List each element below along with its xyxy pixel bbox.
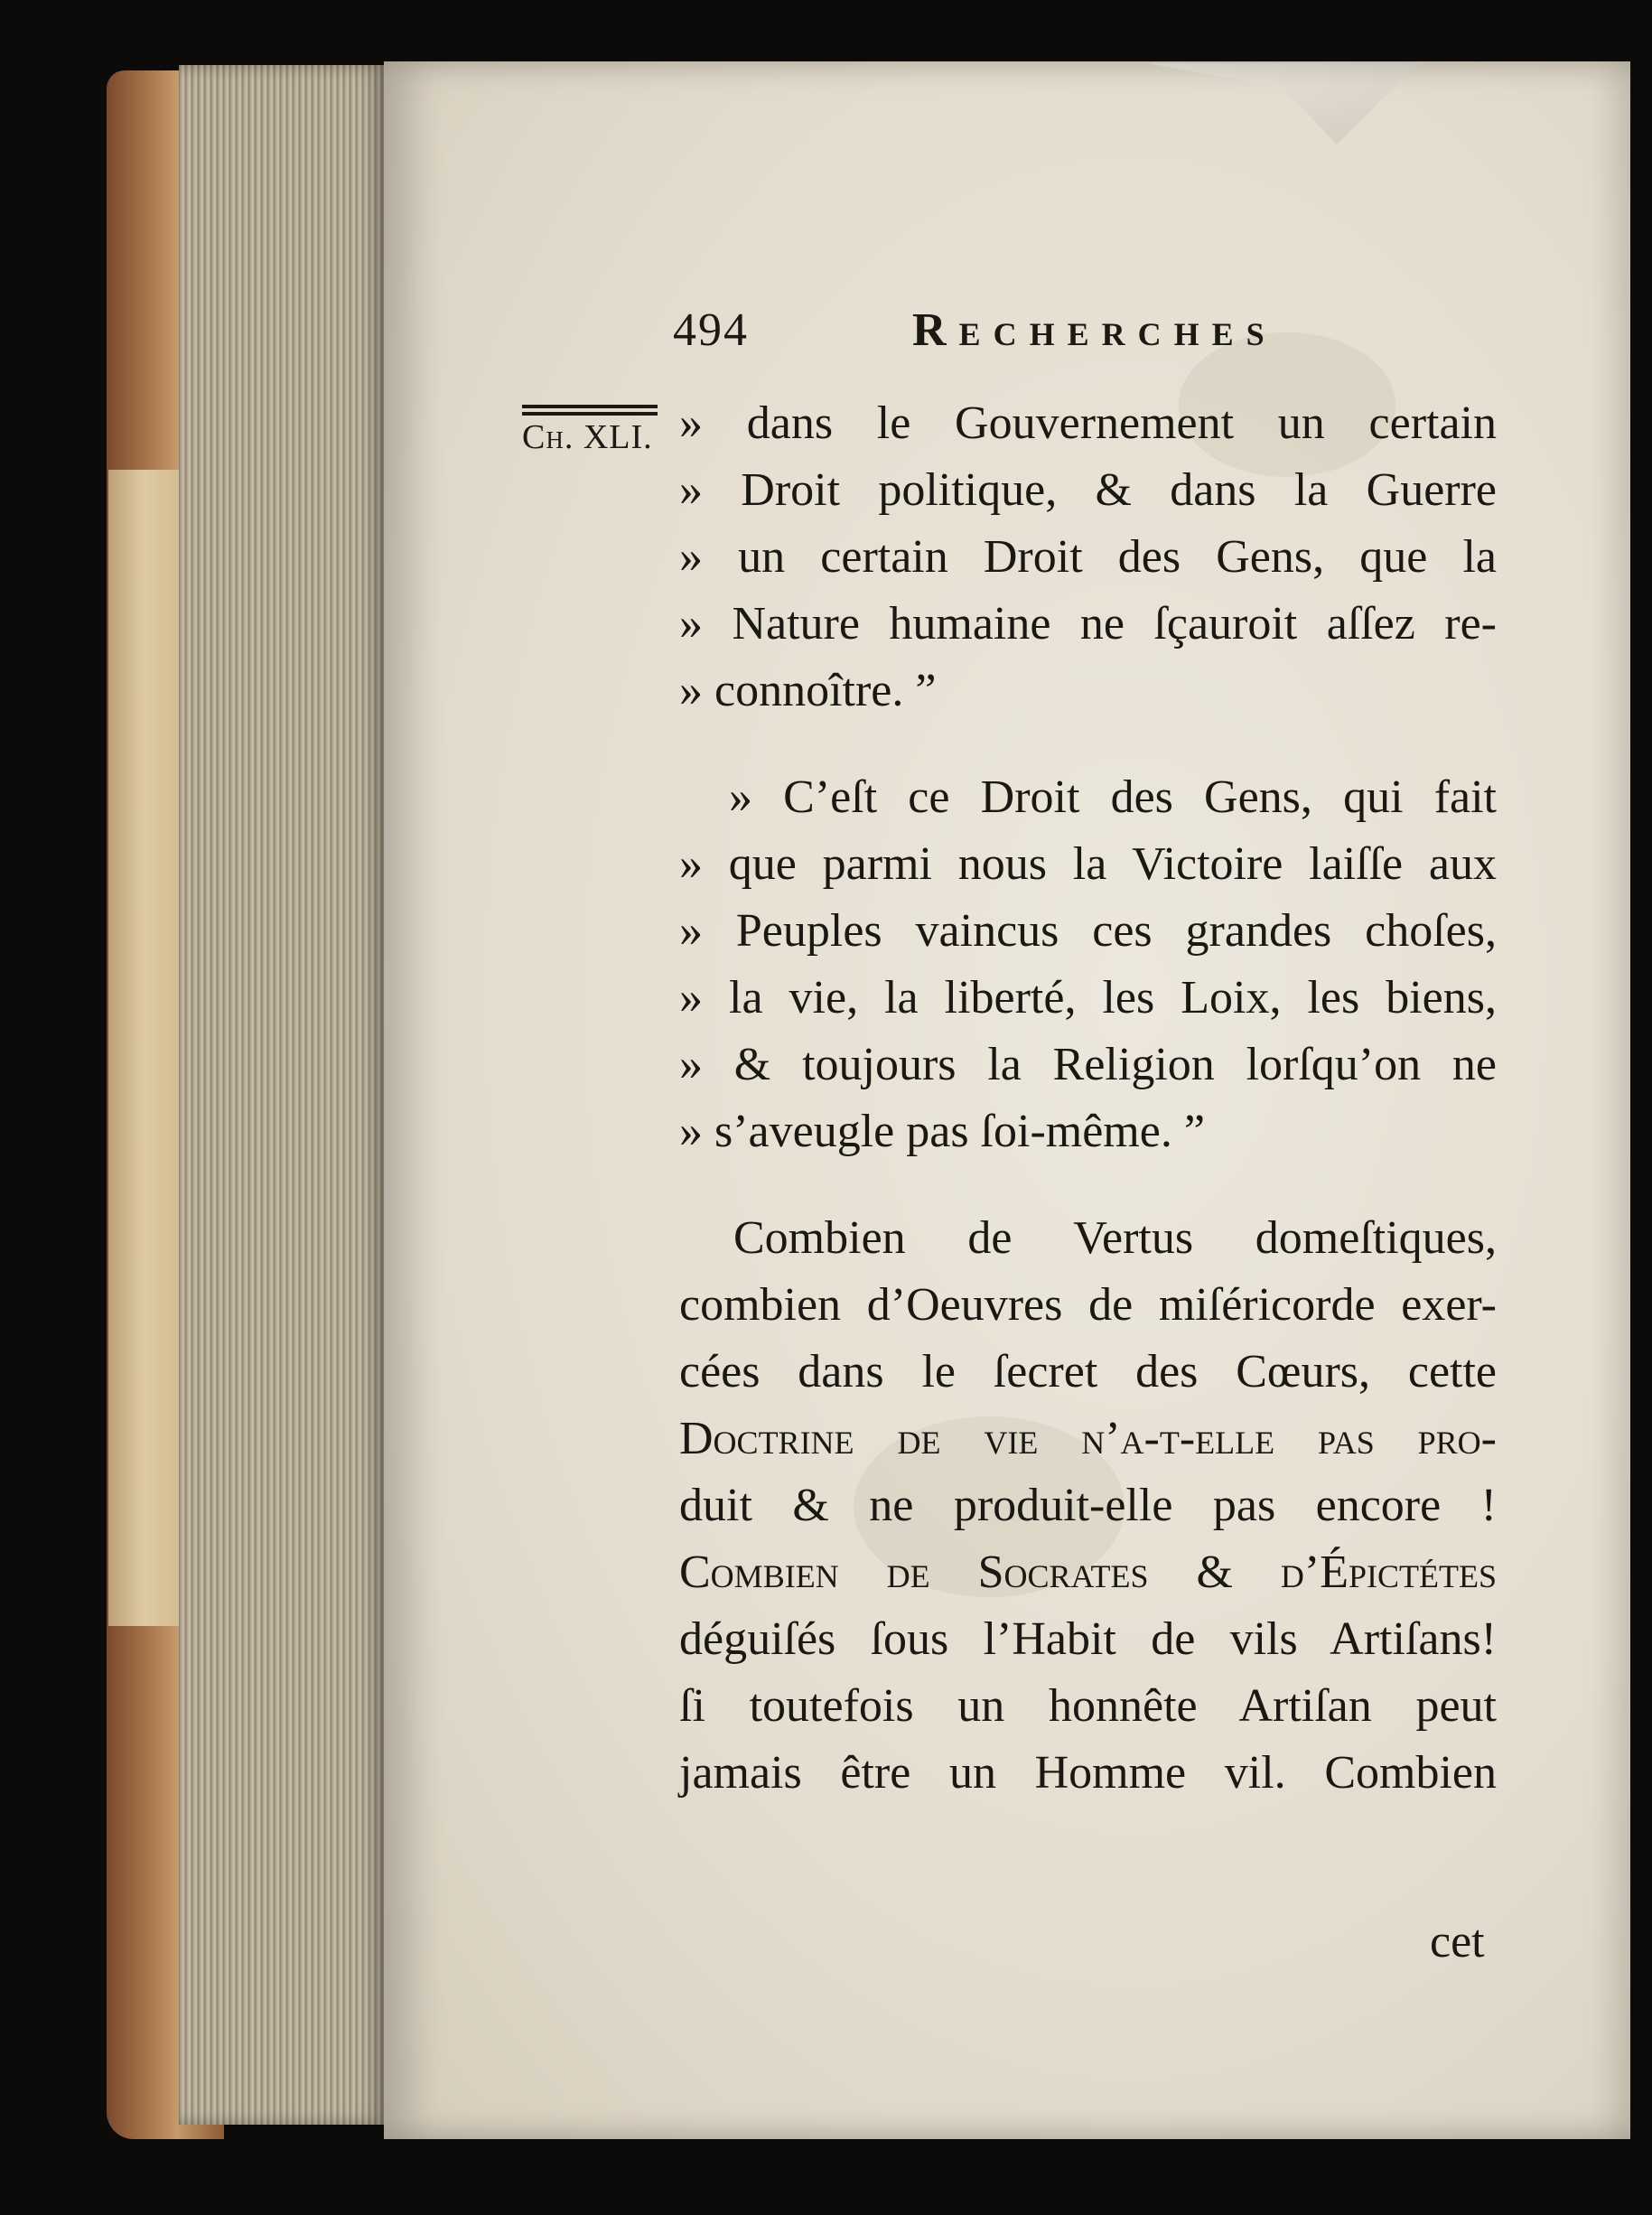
running-title: Recherches <box>912 304 1277 356</box>
text-line: » la vie, la liberté, les Loix, les biens, <box>679 972 1497 1023</box>
rule-line <box>522 405 658 408</box>
paragraph-3 <box>679 1205 1497 1807</box>
rule-line <box>522 412 658 416</box>
page-number: 494 <box>673 304 749 356</box>
paragraph-2 <box>679 764 1497 1165</box>
text-line: » connoître. ” <box>679 665 937 716</box>
text-line: duit & ne produit-elle pas encore ! <box>679 1480 1497 1531</box>
text-line: » & toujours la Religion lorſqu’on ne <box>679 1039 1497 1090</box>
text-line: » que parmi nous la Victoire laiſſe aux <box>679 838 1497 890</box>
text-line: » un certain Droit des Gens, que la <box>679 531 1497 583</box>
text-line: Combien de Socrates & d’Épictétes <box>679 1547 1497 1598</box>
paragraph-1 <box>679 390 1497 724</box>
catchword: cet <box>1430 1916 1485 1967</box>
text-line: » Nature humaine ne ſçauroit aſſez re- <box>679 598 1497 650</box>
text-line: jamais être un Homme vil. Combien <box>679 1747 1497 1799</box>
text-line: déguiſés ſous l’Habit de vils Artiſans! <box>679 1613 1497 1665</box>
text-line: Doctrine de vie n’a-t-elle pas pro- <box>679 1413 1497 1464</box>
text-line: Combien de Vertus domeſtiques, <box>733 1212 1497 1264</box>
running-head <box>673 304 1486 367</box>
text-line: combien d’Oeuvres de miſéricorde exer- <box>679 1279 1497 1331</box>
spine-label-paper <box>108 470 190 1626</box>
text-line: » Peuples vaincus ces grandes choſes, <box>679 905 1497 957</box>
text-line: » dans le Gouvernement un certain <box>679 397 1497 449</box>
chapter-label: Ch. XLI. <box>522 418 653 456</box>
text-line: ſi toutefois un honnête Artiſan peut <box>679 1680 1497 1732</box>
page-text <box>679 390 1497 1807</box>
text-line: cées dans le ſecret des Cœurs, cette <box>679 1346 1497 1397</box>
text-line: » C’eſt ce Droit des Gens, qui fait <box>729 771 1497 823</box>
text-line: » Droit politique, & dans la Guerre <box>679 464 1497 516</box>
chapter-marginal-note <box>522 397 667 470</box>
text-line: » s’aveugle pas ſoi-même. ” <box>679 1106 1205 1157</box>
page-edges <box>179 65 387 2125</box>
